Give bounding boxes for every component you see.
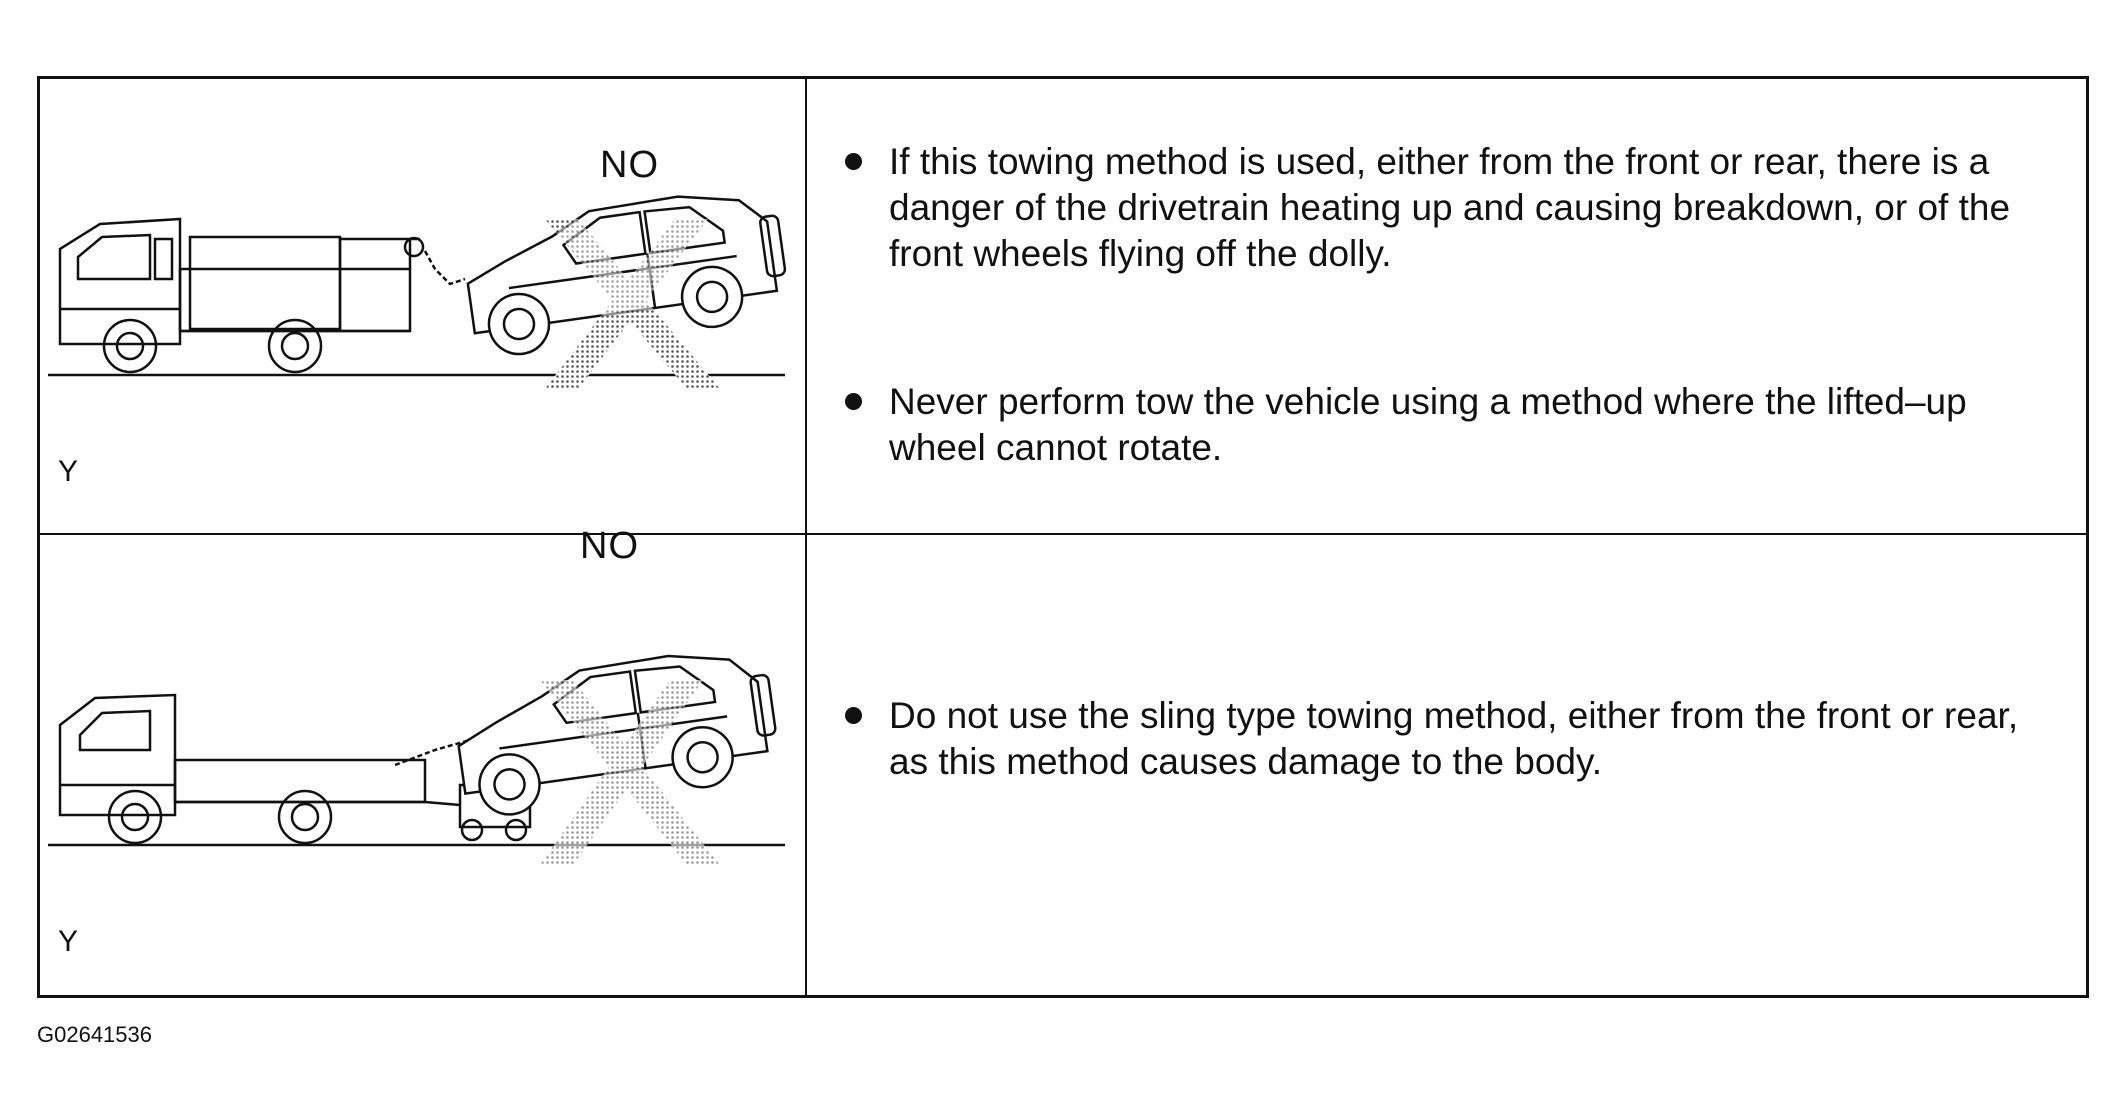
y-label: Y: [58, 925, 79, 958]
suv-vehicle: [460, 183, 792, 360]
table-row: [40, 79, 2086, 535]
illustration-cell: [40, 525, 807, 995]
list-item: [837, 693, 2066, 785]
bullet-icon: [845, 707, 862, 724]
sling-tow-illustration: [40, 535, 805, 995]
flatbed-truck: [60, 695, 530, 843]
description-cell: [807, 79, 2086, 533]
figure-code: G02641536: [37, 1022, 152, 1047]
bullet-icon: [845, 153, 862, 170]
table-row: [40, 525, 2086, 995]
description-cell: [807, 535, 2086, 995]
bullet-icon: [845, 393, 862, 410]
tow-hook-illustration: [40, 79, 805, 535]
y-label: Y: [58, 455, 79, 488]
bullet-text: If this towing method is used, either from the front or rear, there is a danger of the drivetrain heating up and causing breakdown, or of the front wheels flying off the dolly.: [889, 141, 2011, 274]
illustration-cell: [40, 79, 807, 533]
list-item: [837, 139, 2066, 277]
bullet-text: Never perform tow the vehicle using a method where the lifted–up wheel cannot rotate.: [889, 381, 1967, 468]
towing-methods-table: [37, 76, 2089, 998]
tow-truck: [60, 219, 465, 372]
no-label: NO: [580, 525, 639, 567]
no-label: NO: [600, 144, 659, 186]
bullet-text: Do not use the sling type towing method, either from the front or rear, as this method causes damage to the body.: [889, 695, 2019, 782]
list-item: [837, 379, 2066, 471]
